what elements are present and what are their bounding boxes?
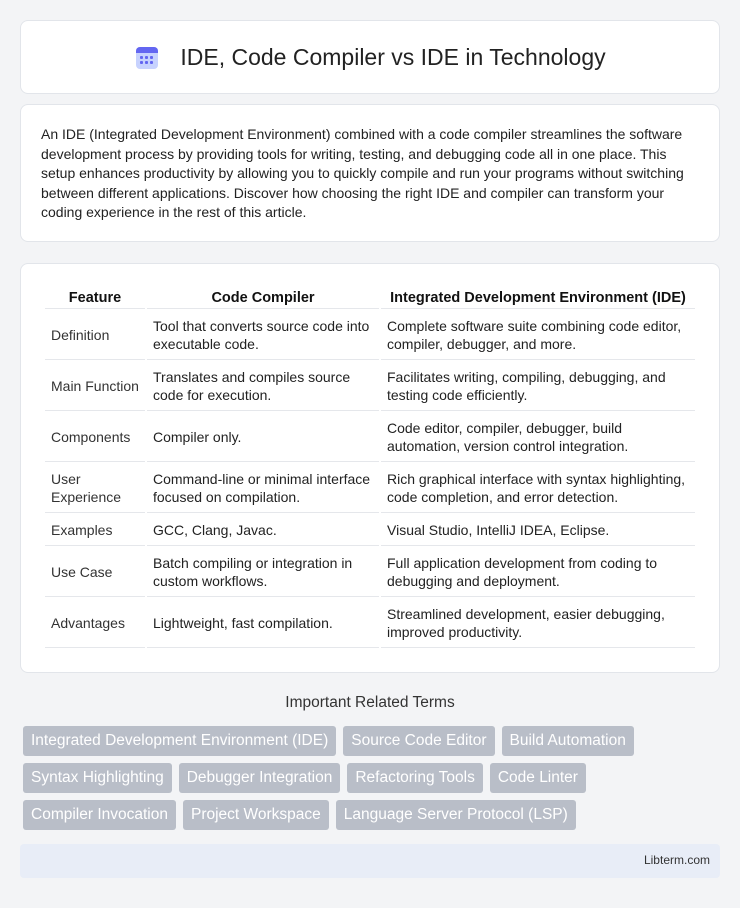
table-row	[45, 413, 695, 462]
term-tag[interactable]: Refactoring Tools	[347, 763, 482, 793]
term-tag[interactable]: Project Workspace	[183, 800, 329, 830]
intro-card	[20, 104, 720, 242]
term-tag[interactable]: Code Linter	[490, 763, 586, 793]
row-feature: Components	[45, 413, 145, 462]
term-row	[23, 800, 723, 830]
row-ide: Complete software suite combining code editor, compiler, debugger, and more.	[381, 311, 695, 360]
row-compiler: Compiler only.	[147, 413, 379, 462]
row-feature: Examples	[45, 515, 145, 546]
term-row	[23, 763, 723, 793]
calendar-icon	[134, 44, 160, 70]
table-row	[45, 548, 695, 597]
row-ide: Rich graphical interface with syntax highlighting, code completion, and error detection.	[381, 464, 695, 513]
row-compiler: Tool that converts source code into executable code.	[147, 311, 379, 360]
comparison-table-card	[20, 263, 720, 673]
row-ide: Code editor, compiler, debugger, build automation, version control integration.	[381, 413, 695, 462]
row-feature: Definition	[45, 311, 145, 360]
footer	[20, 844, 720, 878]
row-compiler: GCC, Clang, Javac.	[147, 515, 379, 546]
term-tag[interactable]: Compiler Invocation	[23, 800, 176, 830]
row-feature: User Experience	[45, 464, 145, 513]
page-title: IDE, Code Compiler vs IDE in Technology	[180, 43, 606, 70]
row-ide: Streamlined development, easier debugging, improved productivity.	[381, 599, 695, 648]
row-compiler: Batch compiling or integration in custom workflows.	[147, 548, 379, 597]
table-row	[45, 362, 695, 411]
row-feature: Advantages	[45, 599, 145, 648]
term-tag[interactable]: Syntax Highlighting	[23, 763, 172, 793]
row-compiler: Command-line or minimal interface focused on compilation.	[147, 464, 379, 513]
title-card	[20, 20, 720, 94]
term-tag[interactable]: Debugger Integration	[179, 763, 341, 793]
column-header-ide: Integrated Development Environment (IDE)	[381, 286, 695, 309]
term-tag[interactable]: Build Automation	[502, 726, 634, 756]
row-feature: Use Case	[45, 548, 145, 597]
row-ide: Facilitates writing, compiling, debugging, and testing code efficiently.	[381, 362, 695, 411]
row-ide: Full application development from coding to debugging and deployment.	[381, 548, 695, 597]
term-tag[interactable]: Integrated Development Environment (IDE)	[23, 726, 336, 756]
footer-site-link[interactable]: Libterm.com	[643, 853, 710, 867]
comparison-table	[43, 284, 697, 650]
table-row	[45, 311, 695, 360]
row-compiler: Lightweight, fast compilation.	[147, 599, 379, 648]
table-header-row	[45, 286, 695, 309]
term-row	[23, 726, 723, 756]
intro-paragraph: An IDE (Integrated Development Environment) combined with a code compiler streamlines the software development process by providing tools for writing, testing, and debugging code all in one place. This setup enhances productivity by allowing you to quickly compile and run your programs without switching between different applications. Discover how choosing the right IDE and compiler can transform your coding experience in the rest of this article.	[41, 126, 684, 221]
term-tag[interactable]: Source Code Editor	[343, 726, 494, 756]
column-header-compiler: Code Compiler	[147, 286, 379, 309]
row-ide: Visual Studio, IntelliJ IDEA, Eclipse.	[381, 515, 695, 546]
row-feature: Main Function	[45, 362, 145, 411]
term-tag[interactable]: Language Server Protocol (LSP)	[336, 800, 576, 830]
related-terms-title: Important Related Terms	[285, 694, 455, 711]
table-row	[45, 464, 695, 513]
table-row	[45, 515, 695, 546]
row-compiler: Translates and compiles source code for execution.	[147, 362, 379, 411]
related-terms-list	[23, 726, 723, 837]
column-header-feature: Feature	[45, 286, 145, 309]
table-row	[45, 599, 695, 648]
